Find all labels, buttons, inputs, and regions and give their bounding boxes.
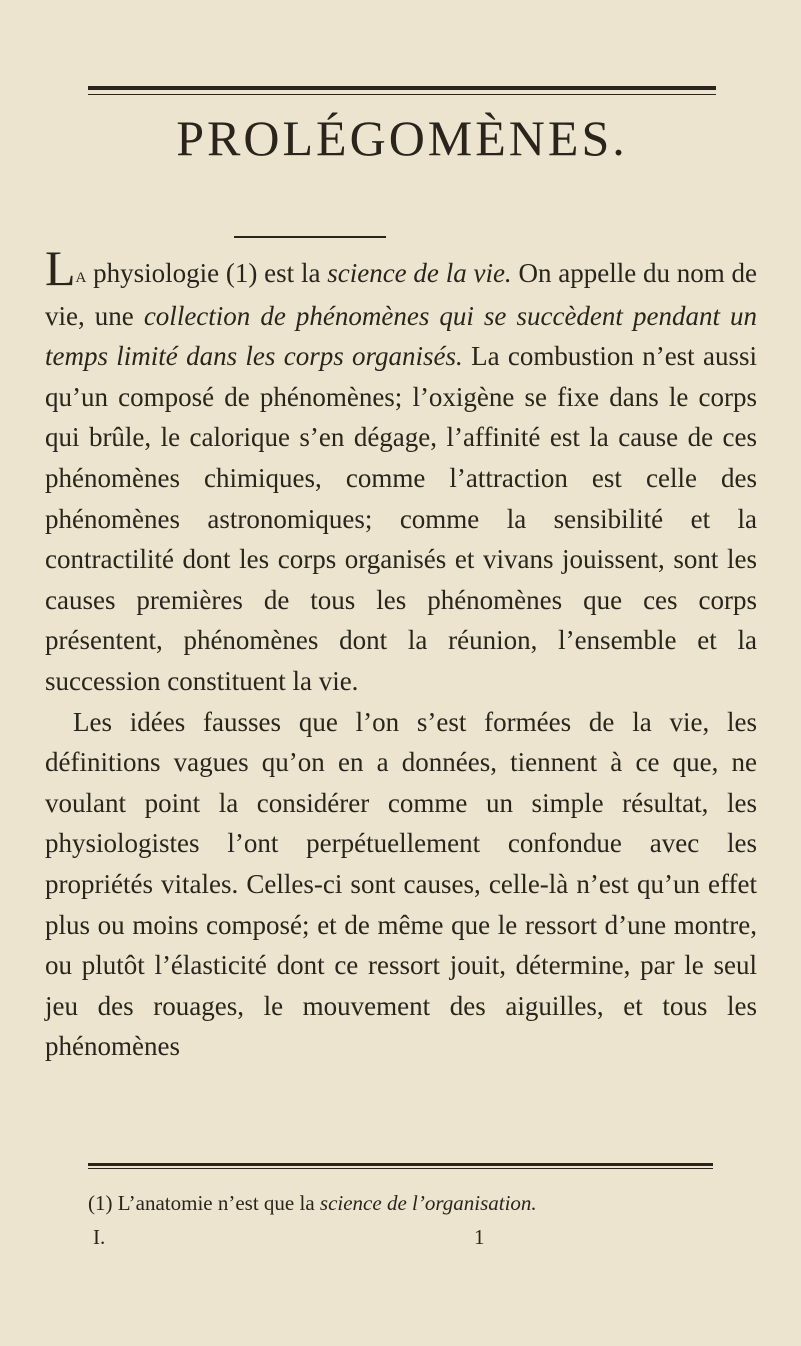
- para1-italic-2: collection de phénomènes qui se succèdent pendant un temps limité dans les corps organisés.: [45, 300, 757, 372]
- footnote-rule-thick: [88, 1163, 713, 1166]
- footnote-mark: (1): [88, 1191, 113, 1215]
- paragraph-2: Les idées fausses que l’on s’est formées de la vie, les définitions vagues qu’on en a données, tiennent à ce que, ne voulant point la considérer comme un simple résultat, les physiologistes l’ont perpétuellement confondue avec les propriétés vitales. Celles-ci sont causes, celle-là n’est qu’un effet plus ou moins composé; et de même que le ressort d’une montre, ou plutôt l’élasticité dont ce ressort jouit, détermine, par le seul jeu des rouages, le mouvement des aiguilles, et tous les phénomènes: [45, 706, 757, 1062]
- footnote-rule-thin: [88, 1168, 713, 1169]
- drop-cap: L: [45, 240, 76, 296]
- body-text: [45, 240, 757, 1067]
- para1-text-3: La combustion n’est aussi qu’un composé de phénomènes; l’oxigène se fixe dans le corps qui brûle, le calorique s’en dégage, l’affinité est la cause de ces phénomènes chimiques, comme l’attraction est celle des phénomènes astronomiques; comme la sensibilité et la contractilité dont les corps organisés et vivans jouissent, sont les causes premières de tous les phénomènes que ces corps présentent, phénomènes dont la réunion, l’ensemble et la succession constituent la vie.: [45, 341, 757, 696]
- para1-italic-1: science de la vie.: [327, 258, 512, 288]
- para1-text-2: On appelle du nom de vie, une: [45, 258, 757, 331]
- footnote: [88, 1190, 728, 1216]
- header-rule-thick: [88, 86, 716, 90]
- paragraph-1: [45, 240, 757, 702]
- footnote-italic: science de l’organisation.: [319, 1191, 537, 1215]
- header-rule-thin: [88, 94, 716, 95]
- page-number: 1: [474, 1225, 485, 1249]
- footnote-text: L’anatomie n’est que la: [112, 1191, 320, 1215]
- title-rule: [234, 236, 386, 238]
- signature-mark: I.: [93, 1225, 106, 1249]
- small-caps: a: [75, 263, 87, 287]
- para1-text-1: physiologie (1) est la: [86, 258, 328, 288]
- chapter-title: PROLÉGOMÈNES.: [176, 110, 628, 166]
